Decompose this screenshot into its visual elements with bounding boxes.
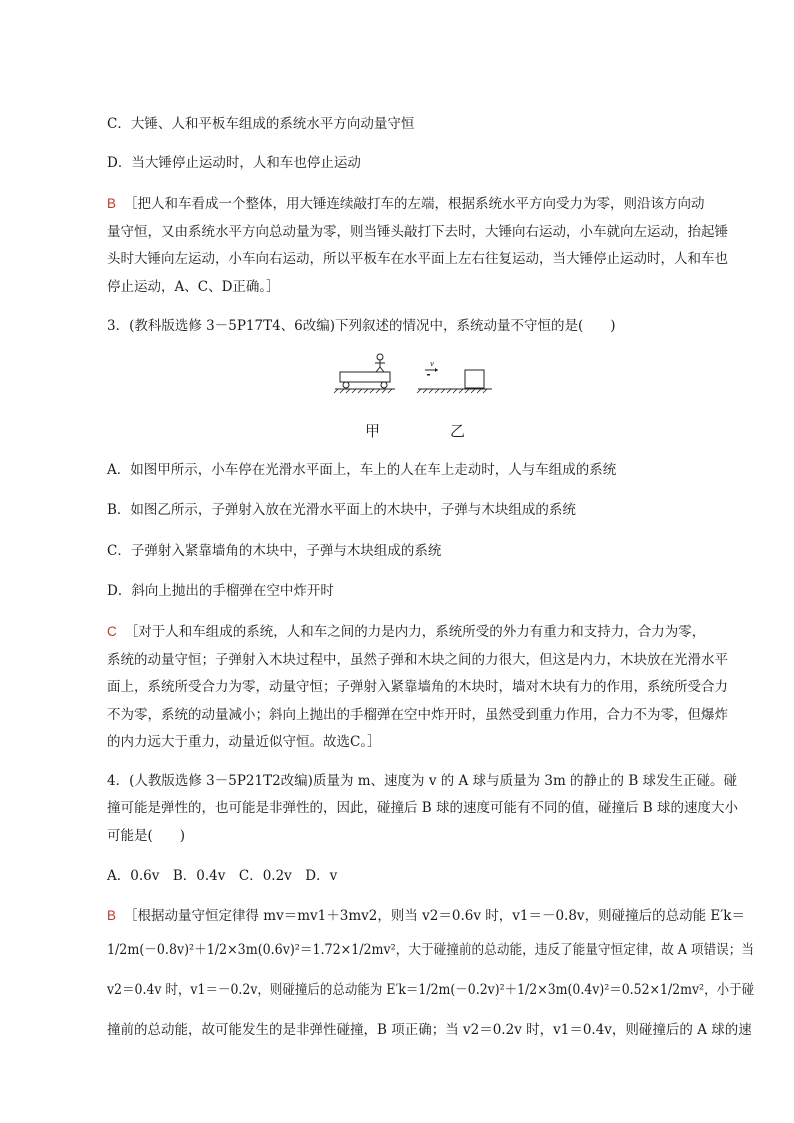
answer-q4-line-2: 1/2m(－0.8v)²＋1/2×3m(0.6v)²＝1.72×1/2mv²，大于碰撞前的总动能，违反了能量守恒定律，故 A 项错误；当: [107, 942, 755, 958]
question-4-stem-line-2: 撞可能是弹性的，也可能是非弹性的，因此，碰撞后 B 球的速度可能有不同的值，碰撞后 B 球的速度大小: [107, 800, 739, 816]
answer-q3-line-3: 面上，系统所受合力为零，动量守恒；子弹射入紧靠墙角的木块时，墙对木块有力的作用，系统所受合力: [107, 679, 728, 695]
option-a-q3: A．如图甲所示，小车停在光滑水平面上，车上的人在车上走动时，人与车组成的系统: [107, 462, 617, 478]
question-3-figure: [330, 352, 500, 402]
option-c-q3: C．子弹射入紧靠墙角的木块中，子弹与木块组成的系统: [107, 543, 442, 559]
question-4-stem-line-1: 4．(人教版选修 3－5P21T2改编)质量为 m、速度为 v 的 A 球与质量为 3m 的静止的 B 球发生正碰。碰: [107, 773, 738, 789]
answer-q2-line-3: 头时大锤向左运动，小车向右运动，所以平板车在水平面上左右往复运动，当大锤停止运动时，人和车也: [107, 251, 728, 267]
answer-q2-line-4: 停止运动，A、C、D正确。］: [107, 279, 280, 295]
figure-caption-left: 甲: [365, 422, 381, 440]
answer-q3-line-5: 的内力远大于重力，动量近似守恒。故选C。］: [107, 734, 381, 750]
cart-figure: [334, 354, 395, 393]
option-b-q3: B．如图乙所示，子弹射入放在光滑水平面上的木块中，子弹与木块组成的系统: [107, 502, 576, 518]
answer-letter-q3: C: [107, 624, 117, 639]
bullet-block-figure: [417, 360, 492, 393]
answer-letter-q2: B: [107, 196, 117, 211]
option-c-q2: C．大锤、人和平板车组成的系统水平方向动量守恒: [107, 116, 415, 132]
answer-q4-line-3: v2＝0.4v 时，v1＝－0.2v，则碰撞后的总动能为 E′k＝1/2m(－0.2v)²＋1/2×3m(0.4v)²＝0.52×1/2mv²，小于碰: [107, 982, 755, 998]
answer-q2-line-1: B ［把人和车看成一个整体，用大锤连续敲打车的左端，根据系统水平方向受力为零，则沿该方向动: [107, 196, 705, 212]
velocity-label: v: [430, 360, 434, 368]
option-d-q2: D．当大锤停止运动时，人和车也停止运动: [107, 155, 361, 171]
question-3-stem: 3．(教科版选修 3－5P17T4、6改编)下列叙述的情况中，系统动量不守恒的是( ): [107, 318, 616, 334]
question-4-options: A．0.6v B．0.4v C．0.2v D．v: [107, 868, 338, 884]
question-4-stem-line-3: 可能是( ): [107, 828, 186, 844]
answer-q3-line-2: 系统的动量守恒；子弹射入木块过程中，虽然子弹和木块之间的力很大，但这是内力，木块放在光滑水平: [107, 652, 728, 668]
answer-q4-line-4: 撞前的总动能，故可能发生的是非弹性碰撞，B 项正确；当 v2＝0.2v 时，v1＝0.4v，则碰撞后的 A 球的速: [107, 1022, 752, 1038]
answer-q2-line-2: 量守恒，又由系统水平方向总动量为零，则当锤头敲打下去时，大锤向右运动，小车就向左运动，抬起锤: [107, 224, 728, 240]
answer-q3-line-4: 不为零，系统的动量减小；斜向上抛出的手榴弹在空中炸开时，虽然受到重力作用，合力不为零，但爆炸: [107, 707, 728, 723]
option-d-q3: D．斜向上抛出的手榴弹在空中炸开时: [107, 583, 334, 599]
answer-q4-line-1: B ［根据动量守恒定律得 mv＝mv1＋3mv2，则当 v2＝0.6v 时，v1＝－0.8v，则碰撞后的总动能 E′k＝: [107, 908, 745, 924]
figure-caption-right: 乙: [450, 422, 466, 440]
answer-letter-q4: B: [107, 908, 117, 923]
answer-q3-line-1: C ［对于人和车组成的系统，人和车之间的力是内力，系统所受的外力有重力和支持力，合力为零，: [107, 624, 706, 640]
